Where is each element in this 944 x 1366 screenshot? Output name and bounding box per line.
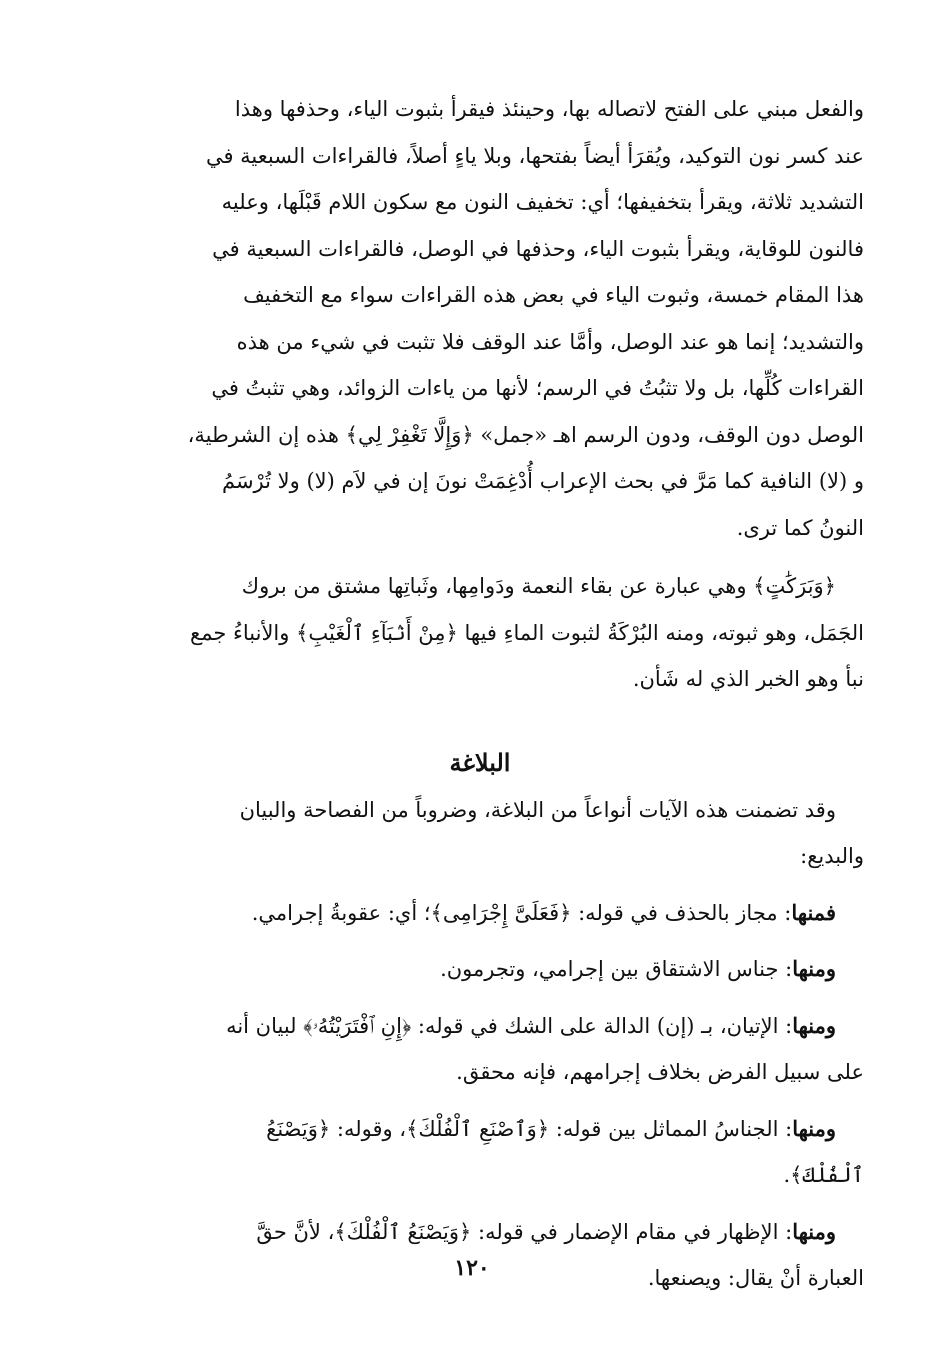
item-text-continued: العبارة أنْ يقال: ويصنعها. <box>647 1266 864 1290</box>
item-lead: ومنها <box>792 956 836 981</box>
rhetoric-item-1 <box>96 890 864 937</box>
rhetoric-item-2 <box>96 946 864 993</box>
text-line: فالنون للوقاية، ويقرأ بثبوت الياء، وحذفها في الوصل، فالقراءات السبعية في <box>212 236 864 261</box>
text-line: القراءات كُلِّها، بل ولا تثبُتُ في الرسم؛ لأنها من ياءات الزوائد، وهي تثبتُ في <box>211 376 864 400</box>
text-line: عند كسر نون التوكيد، ويُقرَأ أيضاً بفتحها، وبلا ياءٍ أصلاً، فالقراءات السبعية في <box>205 143 864 168</box>
page-number: ١٢٠ <box>454 1255 490 1281</box>
text-line: والبديع: <box>800 844 864 868</box>
item-lead: فمنها <box>791 899 836 925</box>
paragraph-grammar <box>96 86 864 551</box>
paragraph-vocabulary <box>96 563 864 703</box>
item-text: : مجاز بالحذف في قوله: ﴿فَعَلَىَّ إِجْرَامِى﴾؛ أي: عقوبةُ إجرامي. <box>251 900 792 925</box>
text-line: الجَمَل، وهو ثبوته، ومنه البُرْكَةُ لثبوت الماءِ فيها ﴿مِنْ أَنۢبَآءِ ٱلْغَيْبِ﴾ والأنباءُ جمع <box>190 620 864 645</box>
rhetoric-item-4 <box>96 1106 864 1199</box>
item-lead: ومنها <box>792 1012 836 1038</box>
item-text: : الإتيان، بـ (إن) الدالة على الشك في قوله: ﴿إِنِ ٱفْتَرَيْتُهُۥ﴾ لبيان أنه <box>226 1013 793 1038</box>
text-line: نبأ وهو الخبر الذي له شَأن. <box>632 667 864 691</box>
item-text: : الجناسُ المماثل بين قوله: ﴿وَٱصْنَعِ ٱلْفُلْكَ﴾، وقوله: ﴿وَيَصْنَعُ <box>266 1116 793 1141</box>
item-text: : جناس الاشتقاق بين إجرامي، وتجرمون. <box>440 957 793 981</box>
text-line: والفعل مبني على الفتح لاتصاله بها، وحينئذ فيقرأ بثبوت الياء، وحذفها وهذا <box>234 97 864 121</box>
item-text: : الإظهار في مقام الإضمار في قوله: ﴿وَيَصْنَعُ ٱلْفُلْكَ﴾، لأنَّ حقَّ <box>256 1219 793 1244</box>
text-line: وقد تضمنت هذه الآيات أنواعاً من البلاغة، وضروباً من الفصاحة والبيان <box>239 797 836 822</box>
text-line: النونُ كما ترى. <box>736 515 864 540</box>
text-line: الوصل دون الوقف، ودون الرسم اهـ «جمل» ﴿وَإِلَّا تَغْفِرْ لِي﴾ هذه إن الشرطية، <box>187 422 864 447</box>
section-heading: البلاغة <box>449 747 511 777</box>
item-text-continued: على سبيل الفرض بخلاف إجرامهم، فإنه محقق. <box>456 1060 864 1084</box>
item-lead: ومنها <box>792 1218 836 1244</box>
text-line: و (لا) النافية كما مَرَّ في بحث الإعراب أُدْغِمَتْ نونَ إن في لاَم (لا) ولا تُرْسَمُ <box>221 469 864 493</box>
section-intro <box>96 787 864 880</box>
text-line: ﴿وَبَرَكَٰتٍ﴾ وهي عبارة عن بقاء النعمة ودَوامِها، وثَباتِها مشتق من بروك <box>241 574 836 598</box>
rhetoric-item-3 <box>96 1003 864 1096</box>
text-line: هذا المقام خمسة، وثبوت الياء في بعض هذه القراءات سواء مع التخفيف <box>243 283 864 307</box>
text-line: والتشديد؛ إنما هو عند الوصل، وأمَّا عند الوقف فلا تثبت في شيء من هذه <box>236 329 864 354</box>
item-text-continued: ٱلْفُلْكَ﴾. <box>783 1163 864 1187</box>
text-line: التشديد ثلاثة، ويقرأ بتخفيفها؛ أي: تخفيف النون مع سكون اللام قَبْلَها، وعليه <box>221 190 864 214</box>
item-lead: ومنها <box>792 1115 836 1141</box>
